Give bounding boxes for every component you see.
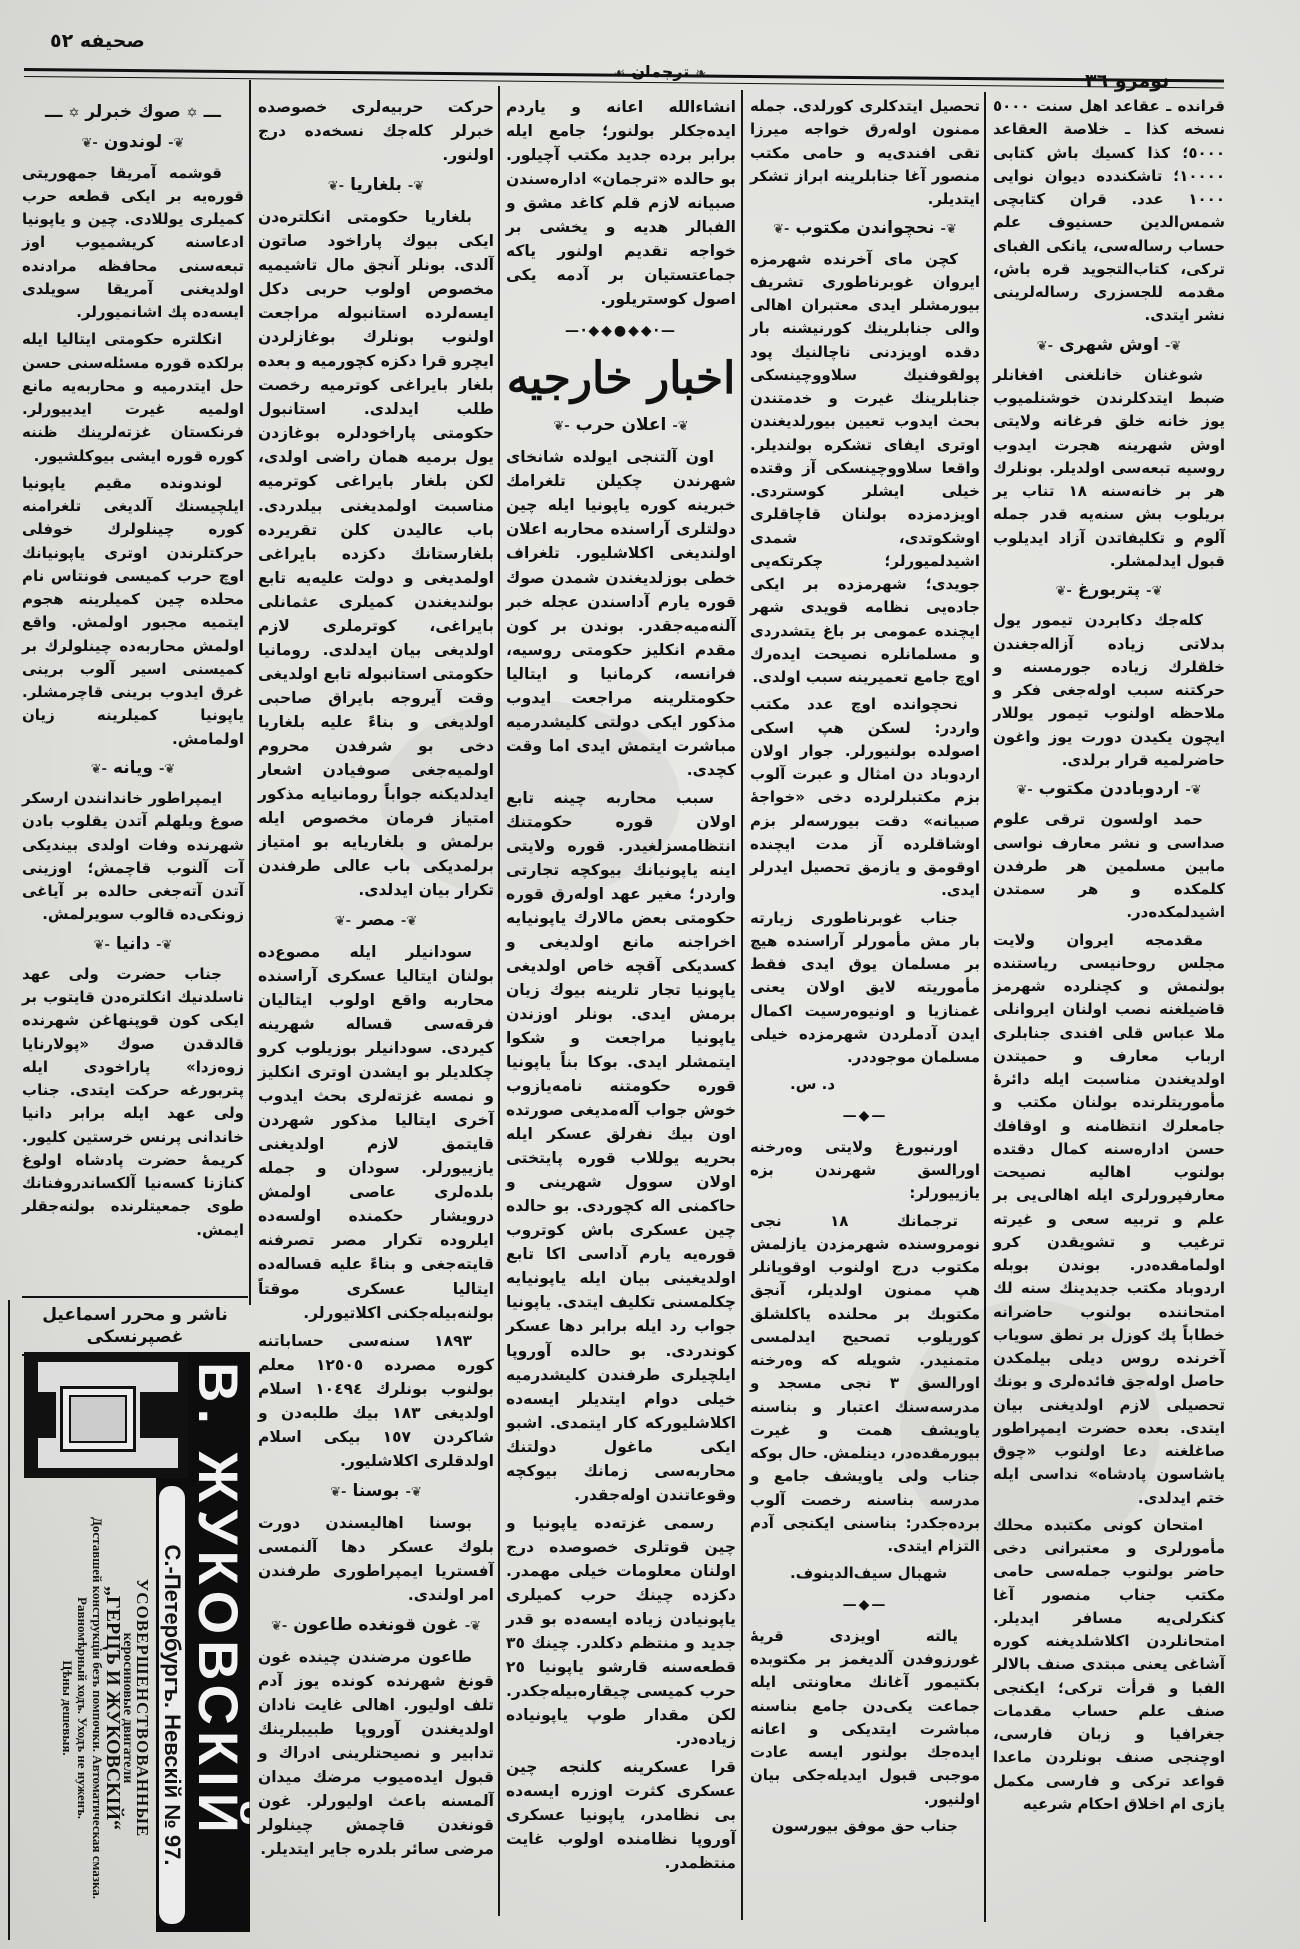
section-heading: [258, 173, 494, 199]
column-4: [750, 95, 980, 1842]
ornament-icon: ❦-: [1185, 783, 1202, 798]
section-heading-text: اعلان حرب: [575, 415, 667, 436]
ornament-icon: -❦: [330, 1484, 347, 1500]
column-divider: [984, 92, 986, 1922]
article-paragraph: سبب محاربه چینه تابع اولان قوره حکومتنك انتظامسزلغیدر. قوره ولایتی اینه یاپونیانك بیوکچه تجارتی واردر؛ مغیر عهد اوله‌رق قوره حکومتی بعض مالارك یاپونیایه اخراجنه مانع اولدیغی و کسدیکی آقچه خاص اولدیغی یاپونیا تجار تلرینه بیوك زیان برمش ایدی. بونلر اوزندن یاپونیا مراجعت و شکوا ایتمشلر ایدی. بوکا بناً یاپونیا قوره حکومتنه نامه‌یازوب خوش جواب آله‌مدیغی صورتده اون بیك نفرلق عسکر ایله بحریه یوللاب قوره پایتختی اولان سوول شهرینی و حاکمنی اله کچوردی. بو حالده چین عسکری باش کوتروب قوره‌یه یارم آداسی اکا تابع اولدیغینی بیان ایله یاپونیایه چکلمسنی تکلیف ایتدی. یاپونیا جواب رد ایله برابر دها عسکر کوندردی. بو حالده آوروپا ایلچیلری طرفندن کلیشدرمیه خیلی دوام ایتدیلر ایسه‌ده اکلاشلیورکه کار ایتمدی. اشبو ایکی ماغول دولتنك محاربه‌سی زمانك بیوکچه وقوعاتندن اوله‌جقدر.: [506, 788, 736, 1504]
ornamental-divider: —◆—: [842, 1107, 888, 1124]
ad-line: УСОВЕРШЕНСТВОВАННЫЕ: [133, 1578, 152, 1838]
article-paragraph: تحصیل ایتدکلری کورلدی. جمله ممنون اوله‌رق خواجه میرزا تقی افندی‌یه و حامی مکتب منصور آغا جنابلرینه ابراز تشکر ایتدیلر.: [750, 97, 980, 208]
ad-address-text: С.-Петербургъ. Невскій № 97.: [159, 1486, 185, 1924]
article-paragraph: بلغاریا حکومتی انکلتره‌دن ایکی بیوك پاراخود صاتون آلدی. بونلر آنجق مال تاشیمیه مخصوص اولوب حربی دکل ایسه‌لرده استانبوله مراجعت اولنوب بونلرك بوغازلردن ایچرو قرا دکزه کچورمیه و بعده بلغار بایراغی کوترمیه رخصت طلب ایدلدی. استانبول حکومتی پاراخودلره بوغازدن یول برمیه همان راضی اولدی، لکن بلغار بایراغی کوترمیه مناسبت اولمدیغنی بیلدردی. باب عالیدن کلن تقریرده بلغارستانك دکزده بایراغی اولمدیغی و دولت علیه‌یه تابع بولندیغندن کمیلری عثمانلی بایراغی، کوترملری لازم اولدیغی بیان ایدلدی. رومانیا حکومتی استانبوله تابع اولدیغی وقت آیروجه بایراق صاحبی اولدیغی و بناءً علیه بلغاریا دخی بو شرفدن محروم اولمیه‌جغی صوفیادن اشعار ایدلدیکنه جواباً رومانیایه مذکور امتیاز فرمان مخصوص ایله برلمش و بلغاریایه بو امتیاز برلمدیکی باب عالی طرفندن تکرار بیان ایدلدی.: [258, 208, 494, 899]
ornament-icon: ❦-: [1164, 338, 1182, 354]
article-paragraph: مقدمجه ایروان ولایت مجلس روحانیسی ریاستنده بولنمش و کچنلرده شهرمز قاضیلغنه نصب اولنان ایروانلی ملا عباس قلی افندی جنابلری ارباب معارف و حمیتدن اولدیغندن مناسبت ایله دائرهٔ مأموریتلرنده بولنان مکتب و جامعلرك انتظامنه و اوقافك حسن اداره‌سنه کمال دقتده بولنوب اهالیه نصیحت معارفپرورلری ایله اهالی‌یی بر علم و تربیه سعی و غیرته ترغیب و تشویقدن کرو اولمامقده‌در. بوندن بوبله اردوباد مکتب جدیدینك سنه لك امتحاننده بولنوب حاضرانه خطاباً پك کوزل بر نطق سویاب آخرنده روس دیلی بیلمکدن حاصل اوله‌جق فائده‌لری و بونك تحصیلی لازم اولدیغنی بیان ایتدی. بعده حضرت ایمپراطور صاغلغنه دعا اولنوب «چوق یاشاسون پادشاه» نداسی ایله ختم ایدلدی.: [993, 930, 1225, 1507]
ad-brand: В. ЖУКОВСКІЙ: [188, 1352, 250, 1932]
section-heading-text: غون قونغده طاعون: [293, 1614, 459, 1635]
section-heading-text: مصر: [357, 910, 395, 931]
article-paragraph: طاعون مرضندن چینده غون قونغ شهرنده کونده یوز آدم تلف اولیور. اهالی غایت نادان اولدیغندن آوروپا طبیبلرینك تدابیر و نصیحتلرینی ادراك و قبول ایده‌میوب مرضك میدان آلمسنه باعث اولیورلر. غون قونغدن قاچمش چینلولر مرضی سائر بلدره جایر ایتدیلر.: [258, 1647, 494, 1859]
article-paragraph: ١٨٩٣ سنه‌سی حساباتنه کوره مصرده ١٢٥٠٥ معلم بولنوب بونلرك ١٠٤٩٤ اسلام اولدیغی ١٨٣ بیك طلبه‌دن و شاکردن ١٥٧ بیکی اسلام اولدقلری اکلاشلیور.: [258, 1331, 494, 1470]
ad-address: [156, 1478, 188, 1932]
ad-line: Цѣны дешевыя.: [60, 1660, 75, 1756]
article-paragraph: شوغنان خانلغنی افغانلر ضبط ایتدکلرندن خوشنلمیوب یوز خانه خلق فرغانه ولایتی اوش شهرینه هجرت ایدوب روسیه تبعه‌سی اولدیلر. بونلرك هر بر خانه‌سنه ١٨ تناب یر بریلوب بش سنه‌یه قدر جمله آلوم و تکلیفاتدن آزاد ایدیلوب قبول ایدلمشلر.: [993, 365, 1225, 570]
article-paragraph: حمد اولسون ترقی علوم صداسی و نشر معارف نواسی مابین مسلمین هر طرفدن کلمکده و هر سمتدن اشیدلمکده‌در.: [993, 810, 1225, 922]
article-paragraph: اورنبورغ ولایتی وه‌رخنه اورالسق شهرندن بزه یازییورلر:: [750, 1137, 980, 1203]
ornament-icon: ❦-: [156, 937, 173, 953]
section-heading: [22, 933, 244, 957]
ornament-icon: ❦-: [672, 419, 689, 435]
section-heading-text: بلغاریا: [350, 175, 402, 196]
ornament-icon: ❦-: [405, 1484, 422, 1500]
article-paragraph: انکلتره حکومتی ایتالیا ایله برلکده قوره مسئله‌سنی حسن حل ایتدرمیه و محاربه‌یه مانع اولمیه غیرت ایدییورلر. فرنکستان غزته‌لرینك ظننه کوره قوره ایشی بیوکلشیور.: [22, 330, 244, 465]
author-signature: د. س.: [790, 1075, 836, 1094]
page-number: صحیفه ٥٢: [50, 30, 145, 52]
ornament-icon: -❦: [553, 419, 570, 435]
article-paragraph: جناب حق موفق بیورسون: [771, 1816, 958, 1835]
ornament-icon: ❦-: [940, 222, 957, 238]
ornament-icon: -❦: [93, 937, 110, 953]
ornament-icon: -❦: [327, 179, 345, 195]
column-news-brief: [22, 95, 244, 1246]
article-paragraph: کله‌جك دکابردن تیمور یول بدلاتی زیاده آزاله‌جغندن خلقلرك زیاده جورمسنه و حرکتنه سبب اوله‌جغی فکر و ملاحظه اولنوب تیمور یوللار ایچون یکیدن دورت یوز واغون حاضرلمیه قرار برلدی.: [993, 611, 1225, 769]
star-icon: ✡: [186, 106, 198, 121]
article-paragraph: امتحان کونی مکتبده محلك مأمورلری و معتبرانی دخی حاضر بولنوب جمله‌سی حامی مکتب جناب منصور آغا کنکرلی‌یه مسافر ایدیلر. امتحانلردن اکلاشلدیغنه کوره آشاغی یعنی مبتدی صنف بالالر الفبا و قرأت ترکی؛ ایکنجی صنف علم حساب مقدمات جغرافیا و زبان فارسی، اوچنجی صنف بونلردن ماعدا قواعد ترکی و فارسی مکمل یازی ام اخلاق احکام شرعیه: [993, 1515, 1225, 1813]
page-edge-line: [8, 1300, 10, 1940]
article-paragraph: ترجمانك ١٨ نجی نومروسنده شهرمزدن یازلمش مکتوب درج اولنوب اوقویانلر هپ ممنون اولدیلر، آنجق مکتوبك بر محلنده یاکلشلق کوریلوب تصحیح ایدلمسی متمنیدر. شویله که وه‌رخنه اورالسق ٣ نجی مسجد و مدرسه‌سنك اعتبار و بناسنه یاویشف همت و غیرت بیورمقده‌در، دینلمش. حال بوکه جناب ولی یاویشف جامع و مدرسه بناسنه رخصت آلوب برده‌جکدر: بناسنی ایکنجی آدم التزام ایتدی.: [750, 1211, 980, 1555]
section-heading: [750, 217, 980, 241]
column-5: [993, 95, 1225, 1820]
section-heading-text: بوسنا: [352, 1480, 400, 1501]
ornament-icon: ❦-: [407, 179, 425, 195]
ornamental-divider: —◆—: [842, 1596, 888, 1613]
newspaper-title: [560, 62, 760, 81]
article-paragraph: جناب حضرت ولی عهد ناسلدنیك انکلتره‌دن قایتوب بر ایکی کون قوپنهاغن شهرنده قالدقدن صوك «پولارنایا زوه‌زدا» پاراخودی ایله پتربورغه حرکت ایتدی. جناب ولی عهد ایله برابر دانیا خاندانی پرنس خرستین کلیور. کریمهٔ حضرت پادشاه اولوغ کنازنا کسه‌نیا آلکساندروفنانك طوی جمعیتلرنده بولنه‌جقلر ایمش.: [22, 964, 244, 1239]
section-heading: [993, 778, 1225, 802]
ornament-icon: ❦-: [400, 914, 418, 930]
foreign-news-masthead: اخبار خارجیه: [506, 353, 736, 405]
section-heading-text: ویانه: [112, 757, 154, 778]
column-foreign-news: [506, 95, 736, 1879]
ad-product-name: „ГЕРЦЪ И ЖУКОВСКІЙ“: [102, 1585, 124, 1831]
column-divider: [249, 80, 251, 1305]
section-heading-text: لوندون: [103, 132, 163, 153]
article-paragraph: بوسنا اهالیسندن دورت بلوك عسکر دها آلنمسی آفستریا ایمپراطوری طرفندن امر اولندی.: [258, 1513, 494, 1604]
ornamental-divider: —·◆◆●◆◆·—: [565, 323, 677, 340]
article-paragraph: کچن مای آخرنده شهرمزه ایروان غوبرناطوری تشریف بیورمشلر ایدی معتبران اهالی والی جنابلرینك کورنیشنه بار دقده اویزدنی ناچالنیك پود پولقوفنیك سلاووچینسکی جنابلرینك غیرت و خدمتندن بحث ایدوب تعیین بیورلدیغندن اوتری ایفای تشکره بولندیلر. واقعا سلاووچینسکی آز وقتده خیلی ایشلر کوستردی. اویزدمزده بولنان قاچاقلری اوشکوتدی، شمدی اشیدلمیورلر؛ چکرتکه‌یی جویدی؛ شهرمزده بر ایکی جاده‌یی نظامه قویدی شهر ایچنده عمومی بر باغ یتشدردی و مسلمانلره نصیحت ایده‌رك اوچ جامع تعمیرینه سبب اولدی.: [750, 249, 980, 686]
publisher-name: غصپرنسکی: [86, 1327, 184, 1347]
author-signature: شهبال سیف‌الدینوف.: [790, 1564, 948, 1583]
article-paragraph: جناب غوبرناطوری زیارته بار مش مأمورلر آراسنده هیچ بر مسلمان یوق ایدی فقط مأموریته لایق اولان یعنی غمنازیا و اونیوه‌رسیت اکمال ایدن آدملردن شهرمزده خیلی مسلمان موجوددر.: [750, 908, 980, 1066]
star-icon: ✡: [68, 106, 80, 121]
publisher-line: ناشر و محرر اسماعیل: [42, 1305, 228, 1325]
section-heading: [22, 757, 244, 781]
section-heading: [258, 1479, 494, 1505]
article-paragraph: ایمپراطور خاندانندن ارسکر صوغ ویلهلم آتدن یقلوب بادن شهرنده وفات اولدی بیندیکی آت آلنوب قاچمش؛ اوزینی آتدن آته‌جغی حالده بر آیاغی زونکی‌ده قالوب سویرلمش.: [22, 789, 244, 924]
advertisement: [24, 1352, 250, 1932]
ornament-icon: -❦: [334, 914, 352, 930]
article-paragraph: رسمی غزته‌ده یاپونیا و چین قوتلری خصوصده درج اولنان معلومات خیلی مهمدر. دکزده چینك حرب کمیلری یاپونیادن زیاده ایسه‌ده بو قدر جدید و منتظم دکلدر. چینك ٣٥ قطعه‌سنه قارشو یاپونیا ٢٥ حرب کمیسی چیقاره‌بیله‌جکدر. لکن مقدار طوپ یاپونیاده زیاده‌در.: [506, 1513, 736, 1748]
section-title-latest-news: ـــ✡صوك خبرلر✡ـــ: [45, 102, 221, 122]
column-2: [258, 95, 494, 1865]
ad-body: [28, 1488, 150, 1928]
article-paragraph: اون آلتنجی ایولده شانخای شهرندن چکیلن تلغرامك خبرینه کوره یاپونیا ایله چین دولتلری آراسنده محاربه اعلان اولندیغی اکلاشلیور. تلغراف خطی بوزلدیغندن شمدن صوك قوره یارم آداسندن عجله خبر آلنه‌میه‌جقدر. بوندن بر کون مقدم انکلیز حکومتی روسیه، فرانسه، کرمانیا و ایتالیا حکومتلرینه مراجعت ایدوب مذکور ایکی دولتی کلیشدرمیه مباشرت ایتمش ایدی اما وقت کچدی.: [506, 448, 736, 779]
section-heading-text: دانیا: [115, 933, 151, 954]
engine-illustration: [24, 1352, 188, 1478]
ornament-icon: ❦-: [1146, 584, 1163, 599]
section-heading: [258, 908, 494, 934]
ornament-icon: -❦: [90, 761, 107, 777]
ornament-icon: ❧: [695, 66, 707, 81]
issue-number: نومرو ٣٦: [1085, 70, 1170, 92]
ornament-icon: -❦: [270, 1618, 288, 1634]
ornament-icon: -❦: [1036, 338, 1054, 354]
section-heading: [993, 579, 1225, 603]
ornament-icon: -❦: [1016, 783, 1033, 798]
column-divider: [741, 90, 743, 1920]
article-paragraph: قوشمه آمریقا جمهوریتی قوره‌یه بر ایکی قطعه حرب کمیلری یوللادی. چین و یاپونیا ادعاسنه کریشمیوب اوز تبعه‌سنی محافظه مرادنده اولدیغنی آمریقا سویلدی ایسه‌ده پك اشانمیورلر.: [22, 163, 244, 321]
article-paragraph: سودانیلر ایله مصوع‌ده بولنان ایتالیا عسکری آراسنده محاربه واقع اولوب ایتالیان فرقه‌سی قساله شهرینه کیردی. سودانیلر بوزیلوب کرو چکلدیلر بو ایشدن اوتری انکلیز و نمسه غزته‌لری بحث ایدوب آخری ایتالیا مذکور شهردن قایتمق لازم اولدیغنی یازییورلر. سودان و جمله بلده‌لری عاصی اولمش درویشار حکمنده اولسه‌ده ایلروده تکرار مصر تصرفنه قایته‌جغی و بناءً علیه قساله‌ده ایتالیا عسکری موقتاً بولنه‌بیله‌جکنی اکلاتیورلر.: [258, 943, 494, 1322]
section-heading: [22, 131, 244, 155]
section-heading: [258, 1613, 494, 1639]
ornament-icon: ❦-: [464, 1618, 481, 1634]
ornament-icon: ☙: [613, 66, 626, 81]
section-heading-text: پتربورغ: [1077, 580, 1141, 600]
article-paragraph: انشاءالله اعانه و یاردم ایده‌جکلر بولنور؛ جامع ایله برابر برده جدید مکتب آچیلور. بو حالده «ترجمان» اداره‌سندن صبیانه لازم قلم کاغد مشق و الفبالر هدیه و یخشی بر خواجه تقدیم اولنور یاکه جماعتستیان بر آدمه یکی اصول کوستریلور.: [506, 98, 736, 309]
publisher-box: [22, 1296, 248, 1356]
article-paragraph: یالته اویزدی قریهٔ غورزوفدن آلدیغمز بر مکتوبده بکتیمور آغانك معاونتی ایله جماعت یکی‌دن جامع بناسنه مباشرت ایتدیکی و اعانه ایده‌جك بولنور ایسه عادت موجبی قبول ایدیله‌جکی بیان اولنیور.: [750, 1626, 980, 1808]
ornament-icon: -❦: [1055, 584, 1072, 599]
ad-line: керосиновые двигатели: [120, 1632, 135, 1784]
article-paragraph: لوندونده مقیم یاپونیا ایلچیسنك آلدیغی تلغرامنه کوره چینلولرك خوفلی حرکتلرندن اوتری یاپونیانك اوچ حرب کمیسی فونتاس نام محلده چین کمیلرینه هجوم ایتمیه مجبور اولمش. واقع اولمش محاربه‌ده چینلولرك بر کمیسنی اسیر آلوب برینی غرق ایدوب برینی قاچرمشلر. یاپونیا کمیلرینه زیان اولمامش.: [22, 473, 244, 748]
ornament-icon: -❦: [81, 136, 98, 152]
article-paragraph: حرکت حربیه‌لری خصوصده خبرلر کله‌جك نسخه‌ده درج اولنور.: [258, 98, 494, 165]
section-heading-text: اوش شهری: [1059, 334, 1159, 355]
section-heading: [506, 413, 736, 439]
article-paragraph: قرانده ـ عقاعد اهل سنت ٥٠٠٠ نسخه کذا ـ خلاصة العقاعد ٥٠٠٠؛ کذا کسیك باش کتابی ١٠٠٠٠؛ تاشکندده دیوان نوایی ١٠٠٠ عدد. قران کتابچی شمس‌الدین حسنیوف علم حساب رساله‌سی، یانکی الفبای ترکی، کتاب‌التجوید قره باش، مقدمه للجسزری رساله‌لرینی نشر ایتدی.: [993, 97, 1225, 325]
ad-line: Доставшей конструкціи безъ помпочки. Автоматическая смазка. Равномѣрный ходъ. Уходъ не нуженъ.: [75, 1516, 105, 1900]
ornament-icon: -❦: [773, 222, 790, 238]
ornament-icon: ❦-: [168, 136, 185, 152]
article-paragraph: نحچوانده اوچ عدد مکتب واردر: لسکن هپ اسکی اصولده بولنیورلر. جوار اولان اردوباد دن امثال و عبرت آلوب بزم مکتبلرلرده دخی «خواجهٔ صبیانه» دقت بیورسه‌لر بزم اوشاقلرده آز مدت ایچنده اوقومق و یازمق تحصیل ایدرلر ایدی.: [750, 695, 980, 900]
section-heading: [993, 334, 1225, 358]
article-paragraph: قرا عسکرینه کلنجه چین عسکری کثرت اوزره ایسه‌ده بی نظامدر، یاپونیا عسکری آوروپا نظامنده اولوب غایت منتظمدر.: [506, 1758, 736, 1873]
ornament-icon: ❦-: [159, 761, 176, 777]
section-title-text: صوك خبرلر: [85, 102, 181, 122]
section-heading-text: نحچواندن مکتوب: [795, 218, 935, 239]
newspaper-title-text: ترجمان: [631, 62, 690, 81]
section-heading-text: اردوباددن مکتوب: [1038, 779, 1180, 799]
column-divider: [498, 86, 500, 1916]
